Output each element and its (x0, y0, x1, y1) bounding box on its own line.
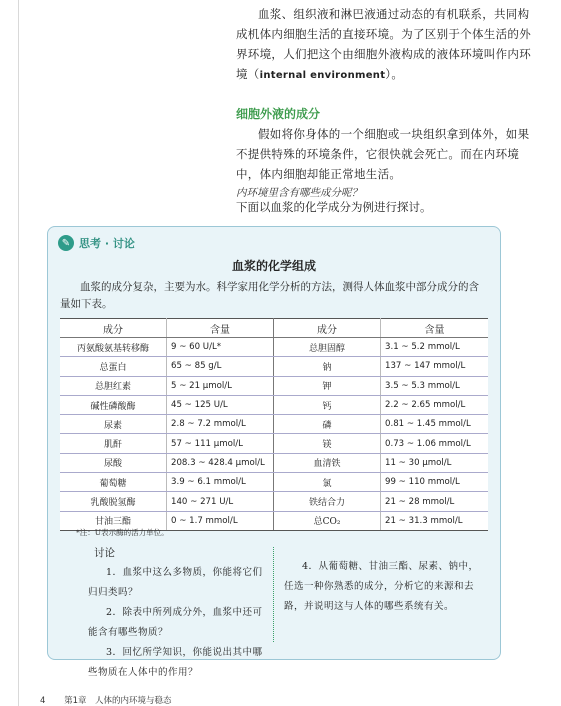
discussion-q1: 1．血浆中这么多物质，你能将它们归归类吗？ (88, 567, 263, 598)
table-row: 丙氨酸氨基转移酶 9 ~ 60 U/L* 总胆固醇 3.1 ~ 5.2 mmol/L (60, 338, 488, 357)
intro-paragraph: 血浆、组织液和淋巴液通过动态的有机联系，共同构成机体内细胞生活的直接环境。为了区别于个体生活的外界环境，人们把这个由细胞外液构成的液体环境叫作内环境（internal environment）。 (236, 7, 531, 81)
section-heading: 细胞外液的成分 (236, 107, 321, 121)
box-intro: 血浆的成分复杂，主要为水。科学家用化学分析的方法，测得人体血浆中部分成分的含量如下表。 (60, 281, 479, 310)
table-row: 尿素 2.8 ~ 7.2 mmol/L 磷 0.81 ~ 1.45 mmol/L (60, 415, 488, 434)
header-component-1: 成分 (60, 319, 167, 338)
discussion-q2: 2．除表中所列成分外，血浆中还可能含有哪些物质？ (88, 607, 263, 638)
discussion-right-column (284, 557, 480, 617)
table-title: 血浆的化学组成 (231, 259, 316, 273)
table-row: 肌酐 57 ~ 111 μmol/L 镁 0.73 ~ 1.06 mmol/L (60, 434, 488, 453)
column-divider (273, 547, 274, 642)
discussion-q4: 4．从葡萄糖、甘油三酯、尿素、钠中，任选一种你熟悉的成分，分析它的来源和去路，并说明这与人体的哪些系统有关。 (284, 561, 479, 612)
discussion-q3: 3．回忆所学知识，你能说出其中哪些物质在人体中的作用？ (88, 647, 263, 678)
page-edge (18, 0, 19, 706)
discussion-title: 讨论 (94, 547, 115, 559)
box-label: 思考 · 讨论 (79, 237, 135, 250)
plasma-table (60, 318, 488, 531)
lightbulb-icon: ✎ (58, 235, 74, 251)
table-row: 尿酸 208.3 ~ 428.4 μmol/L 血清铁 11 ~ 30 μmol/L (60, 453, 488, 472)
discussion-left-column (88, 563, 263, 683)
table-row: 乳酸脱氢酶 140 ~ 271 U/L 铁结合力 21 ~ 28 mmol/L (60, 492, 488, 511)
question-line: 内环境里含有哪些成分呢？ (236, 187, 362, 199)
table-row: 总蛋白 65 ~ 85 g/L 钠 137 ~ 147 mmol/L (60, 357, 488, 376)
table-row: 葡萄糖 3.9 ~ 6.1 mmol/L 氯 99 ~ 110 mmol/L (60, 473, 488, 492)
paragraph-3: 下面以血浆的化学成分为例进行探讨。 (236, 200, 432, 214)
chapter-title: 第1章 人体的内环境与稳态 (64, 696, 172, 706)
header-component-2: 成分 (274, 319, 381, 338)
table-footnote: *注：U表示酶的活力单位。 (76, 528, 169, 537)
header-content-1: 含量 (167, 319, 274, 338)
header-content-2: 含量 (381, 319, 489, 338)
table-row: 总胆红素 5 ~ 21 μmol/L 钾 3.5 ~ 5.3 mmol/L (60, 376, 488, 395)
page-number: 4 (40, 696, 46, 706)
table-row: 碱性磷酸酶 45 ~ 125 U/L 钙 2.2 ~ 2.65 mmol/L (60, 395, 488, 414)
page-footer (40, 694, 172, 706)
table-row: 甘油三酯 0 ~ 1.7 mmol/L 总CO₂ 21 ~ 31.3 mmol/L (60, 511, 488, 530)
english-term: internal environment (259, 70, 386, 81)
box-header (58, 235, 135, 251)
think-discuss-box (47, 226, 501, 678)
paragraph-2: 假如将你身体的一个细胞或一块组织拿到体外，如果不提供特殊的环境条件，它很快就会死亡。而在内环境中，体内细胞却能正常地生活。 (236, 127, 530, 181)
